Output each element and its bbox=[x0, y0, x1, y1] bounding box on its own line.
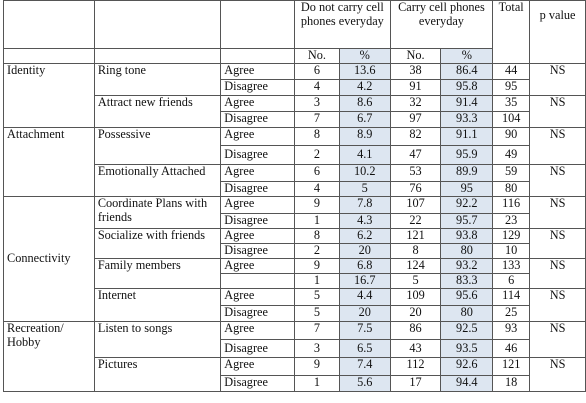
category-cell: Identity bbox=[4, 64, 95, 128]
carry-no: 124 bbox=[390, 259, 441, 274]
p-value-cell: NS bbox=[530, 358, 586, 392]
dont-carry-pct: 20 bbox=[339, 306, 390, 322]
header-row bbox=[4, 1, 586, 49]
header-p-value: p value bbox=[530, 1, 586, 64]
carry-pct: 83.3 bbox=[441, 274, 493, 289]
response-cell bbox=[221, 274, 295, 289]
total-cell: 90 bbox=[493, 128, 530, 146]
carry-pct: 95.9 bbox=[441, 146, 493, 165]
category-cell: Recreation/ Hobby bbox=[4, 322, 95, 392]
carry-no: 38 bbox=[390, 64, 441, 80]
category-cell: Attachment bbox=[4, 128, 95, 197]
carry-pct: 91.1 bbox=[441, 128, 493, 146]
subheader-no: No. bbox=[295, 49, 340, 64]
dont-carry-no: 6 bbox=[295, 165, 340, 182]
total-cell: 95 bbox=[493, 80, 530, 96]
dont-carry-no: 2 bbox=[295, 244, 340, 259]
carry-pct: 92.5 bbox=[441, 322, 493, 340]
total-cell: 6 bbox=[493, 274, 530, 289]
dont-carry-no: 4 bbox=[295, 80, 340, 96]
dont-carry-no: 3 bbox=[295, 340, 340, 358]
table-row bbox=[4, 64, 586, 80]
response-cell: Disagree bbox=[221, 112, 295, 128]
total-cell: 104 bbox=[493, 112, 530, 128]
item-cell: Internet bbox=[94, 289, 220, 322]
header-blank bbox=[94, 49, 220, 64]
response-cell: Agree bbox=[221, 128, 295, 146]
dont-carry-no: 6 bbox=[295, 64, 340, 80]
dont-carry-no: 1 bbox=[295, 376, 340, 392]
total-cell: 23 bbox=[493, 214, 530, 229]
carry-no: 8 bbox=[390, 244, 441, 259]
carry-no: 121 bbox=[390, 229, 441, 244]
dont-carry-pct: 5 bbox=[339, 182, 390, 197]
carry-no: 20 bbox=[390, 306, 441, 322]
header-blank bbox=[4, 49, 95, 64]
total-cell: 80 bbox=[493, 182, 530, 197]
response-cell: Agree bbox=[221, 197, 295, 214]
carry-no: 97 bbox=[390, 112, 441, 128]
item-cell: Pictures bbox=[94, 358, 220, 392]
subheader-no: No. bbox=[390, 49, 441, 64]
carry-pct: 92.6 bbox=[441, 358, 493, 376]
carry-pct: 93.3 bbox=[441, 112, 493, 128]
dont-carry-pct: 6.2 bbox=[339, 229, 390, 244]
item-cell: Coordinate Plans with friends bbox=[94, 197, 220, 229]
p-value-cell: NS bbox=[530, 197, 586, 229]
carry-pct: 80 bbox=[441, 244, 493, 259]
response-cell: Disagree bbox=[221, 80, 295, 96]
dont-carry-pct: 4.4 bbox=[339, 289, 390, 306]
carry-no: 109 bbox=[390, 289, 441, 306]
carry-no: 112 bbox=[390, 358, 441, 376]
dont-carry-pct: 4.3 bbox=[339, 214, 390, 229]
header-blank bbox=[4, 1, 95, 49]
response-cell: Disagree bbox=[221, 182, 295, 197]
dont-carry-pct: 10.2 bbox=[339, 165, 390, 182]
p-value-cell: NS bbox=[530, 96, 586, 128]
item-cell: Family members bbox=[94, 259, 220, 289]
dont-carry-pct: 5.6 bbox=[339, 376, 390, 392]
response-cell: Agree bbox=[221, 64, 295, 80]
carry-no: 76 bbox=[390, 182, 441, 197]
response-cell: Agree bbox=[221, 259, 295, 274]
response-cell: Agree bbox=[221, 358, 295, 376]
dont-carry-pct: 7.4 bbox=[339, 358, 390, 376]
carry-pct: 80 bbox=[441, 306, 493, 322]
response-cell: Agree bbox=[221, 289, 295, 306]
dont-carry-pct: 4.1 bbox=[339, 146, 390, 165]
dont-carry-no: 4 bbox=[295, 182, 340, 197]
p-value-cell: NS bbox=[530, 165, 586, 197]
total-cell: 116 bbox=[493, 197, 530, 214]
total-cell: 49 bbox=[493, 146, 530, 165]
carry-pct: 91.4 bbox=[441, 96, 493, 112]
carry-no: 107 bbox=[390, 197, 441, 214]
results-table bbox=[3, 0, 586, 392]
dont-carry-pct: 7.8 bbox=[339, 197, 390, 214]
carry-no: 43 bbox=[390, 340, 441, 358]
carry-pct: 95.8 bbox=[441, 80, 493, 96]
total-cell: 44 bbox=[493, 64, 530, 80]
carry-pct: 94.4 bbox=[441, 376, 493, 392]
carry-pct: 92.2 bbox=[441, 197, 493, 214]
response-cell: Disagree bbox=[221, 340, 295, 358]
dont-carry-pct: 8.6 bbox=[339, 96, 390, 112]
carry-no: 91 bbox=[390, 80, 441, 96]
dont-carry-pct: 6.5 bbox=[339, 340, 390, 358]
total-cell: 35 bbox=[493, 96, 530, 112]
dont-carry-no: 9 bbox=[295, 197, 340, 214]
dont-carry-no: 8 bbox=[295, 128, 340, 146]
total-cell: 121 bbox=[493, 358, 530, 376]
p-value-cell: NS bbox=[530, 64, 586, 96]
carry-no: 47 bbox=[390, 146, 441, 165]
dont-carry-pct: 6.8 bbox=[339, 259, 390, 274]
dont-carry-no: 7 bbox=[295, 112, 340, 128]
subheader-pct: % bbox=[339, 49, 390, 64]
carry-pct: 89.9 bbox=[441, 165, 493, 182]
total-cell: 46 bbox=[493, 340, 530, 358]
dont-carry-no: 1 bbox=[295, 274, 340, 289]
carry-no: 53 bbox=[390, 165, 441, 182]
response-cell: Disagree bbox=[221, 244, 295, 259]
item-cell: Attract new friends bbox=[94, 96, 220, 128]
carry-no: 17 bbox=[390, 376, 441, 392]
response-cell: Disagree bbox=[221, 146, 295, 165]
item-cell: Listen to songs bbox=[94, 322, 220, 358]
dont-carry-no: 2 bbox=[295, 146, 340, 165]
p-value-cell: NS bbox=[530, 259, 586, 289]
dont-carry-pct: 8.9 bbox=[339, 128, 390, 146]
item-cell: Socialize with friends bbox=[94, 229, 220, 259]
dont-carry-no: 5 bbox=[295, 289, 340, 306]
carry-pct: 95.6 bbox=[441, 289, 493, 306]
carry-pct: 86.4 bbox=[441, 64, 493, 80]
table-row bbox=[4, 197, 586, 214]
p-value-cell: NS bbox=[530, 128, 586, 165]
response-cell: Agree bbox=[221, 165, 295, 182]
item-cell: Ring tone bbox=[94, 64, 220, 96]
carry-pct: 93.8 bbox=[441, 229, 493, 244]
total-cell: 133 bbox=[493, 259, 530, 274]
carry-no: 5 bbox=[390, 274, 441, 289]
dont-carry-pct: 7.5 bbox=[339, 322, 390, 340]
dont-carry-no: 1 bbox=[295, 214, 340, 229]
header-blank bbox=[221, 49, 295, 64]
carry-pct: 93.5 bbox=[441, 340, 493, 358]
total-cell: 93 bbox=[493, 322, 530, 340]
header-blank bbox=[94, 1, 220, 49]
subheader-pct: % bbox=[441, 49, 493, 64]
carry-pct: 95.7 bbox=[441, 214, 493, 229]
total-cell: 25 bbox=[493, 306, 530, 322]
dont-carry-no: 7 bbox=[295, 322, 340, 340]
dont-carry-no: 3 bbox=[295, 96, 340, 112]
response-cell: Agree bbox=[221, 229, 295, 244]
response-cell: Disagree bbox=[221, 214, 295, 229]
item-cell: Emotionally Attached bbox=[94, 165, 220, 197]
header-blank bbox=[221, 1, 295, 49]
p-value-cell: NS bbox=[530, 322, 586, 358]
dont-carry-pct: 13.6 bbox=[339, 64, 390, 80]
total-cell: 59 bbox=[493, 165, 530, 182]
dont-carry-pct: 4.2 bbox=[339, 80, 390, 96]
response-cell: Agree bbox=[221, 322, 295, 340]
response-cell: Disagree bbox=[221, 306, 295, 322]
response-cell: Disagree bbox=[221, 376, 295, 392]
category-cell: Connectivity bbox=[4, 197, 95, 322]
table-row bbox=[4, 128, 586, 146]
header-carry: Carry cell phones everyday bbox=[390, 1, 493, 49]
item-cell: Possessive bbox=[94, 128, 220, 165]
dont-carry-pct: 16.7 bbox=[339, 274, 390, 289]
total-cell: 114 bbox=[493, 289, 530, 306]
carry-no: 86 bbox=[390, 322, 441, 340]
carry-pct: 93.2 bbox=[441, 259, 493, 274]
carry-pct: 95 bbox=[441, 182, 493, 197]
carry-no: 22 bbox=[390, 214, 441, 229]
dont-carry-no: 5 bbox=[295, 306, 340, 322]
dont-carry-no: 9 bbox=[295, 259, 340, 274]
carry-no: 82 bbox=[390, 128, 441, 146]
dont-carry-pct: 6.7 bbox=[339, 112, 390, 128]
total-cell: 18 bbox=[493, 376, 530, 392]
total-cell: 10 bbox=[493, 244, 530, 259]
table-row bbox=[4, 322, 586, 340]
header-total: Total bbox=[493, 1, 530, 64]
dont-carry-pct: 20 bbox=[339, 244, 390, 259]
carry-no: 32 bbox=[390, 96, 441, 112]
p-value-cell: NS bbox=[530, 289, 586, 322]
dont-carry-no: 9 bbox=[295, 358, 340, 376]
dont-carry-no: 8 bbox=[295, 229, 340, 244]
header-dont-carry: Do not carry cell phones everyday bbox=[295, 1, 391, 49]
total-cell: 129 bbox=[493, 229, 530, 244]
p-value-cell: NS bbox=[530, 229, 586, 259]
response-cell: Agree bbox=[221, 96, 295, 112]
